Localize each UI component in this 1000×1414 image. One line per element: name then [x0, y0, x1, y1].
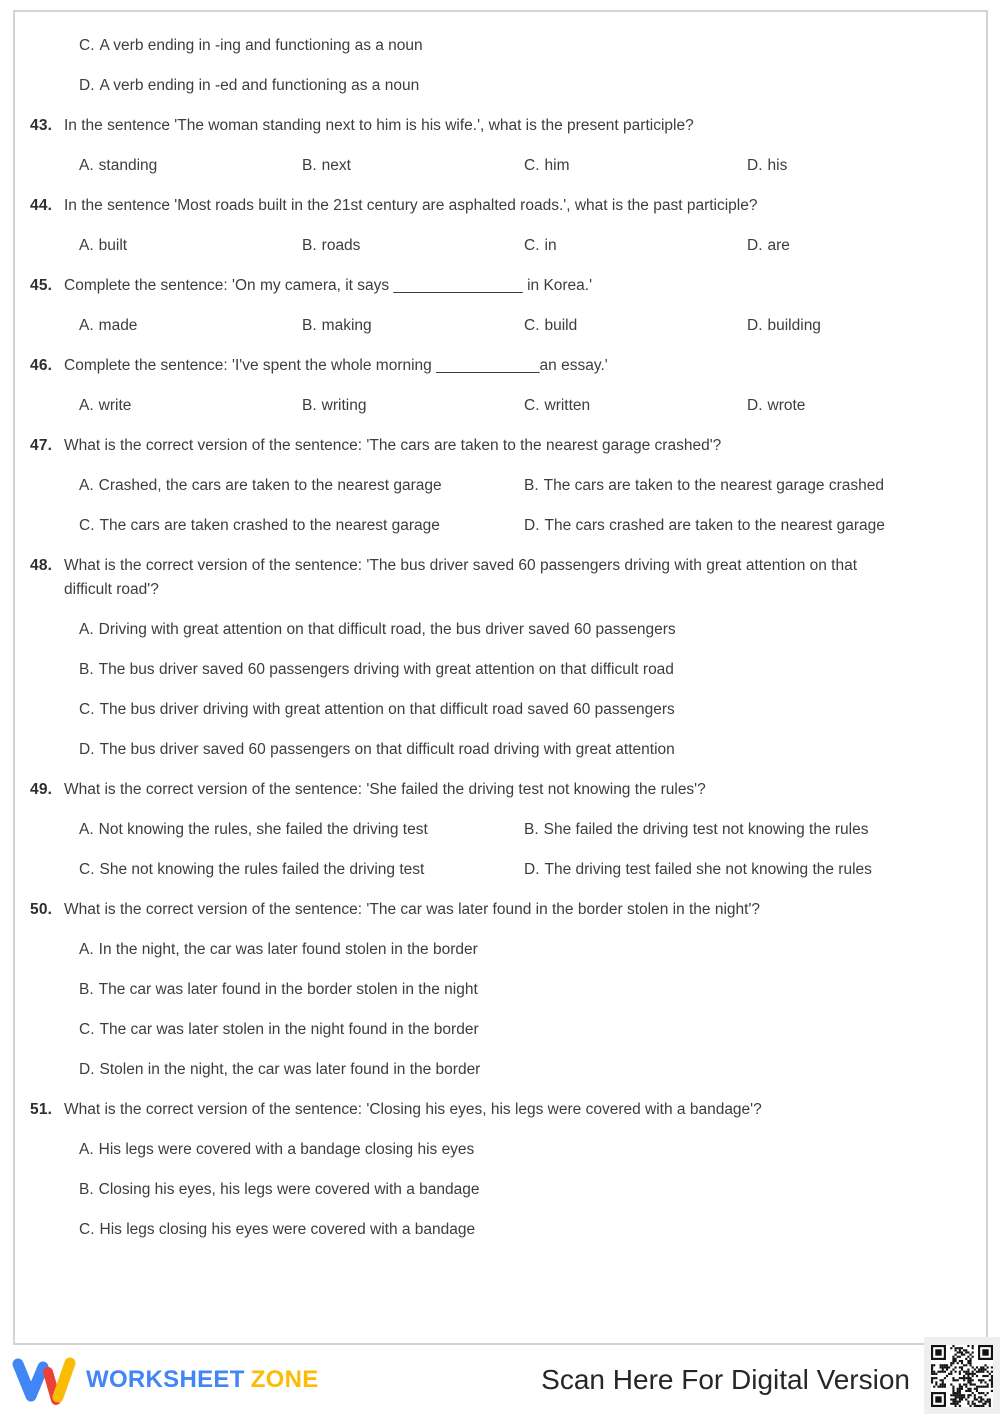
answer-option-a	[79, 818, 524, 842]
option-label: A.	[79, 1141, 94, 1158]
answer-option-row	[79, 1138, 972, 1162]
question-number: 45.	[30, 277, 53, 294]
answer-option-a	[79, 394, 302, 418]
answer-option-d	[747, 234, 972, 258]
option-text: The bus driver saved 60 passengers on that difficult road driving with great attention	[99, 741, 675, 758]
option-text: The bus driver saved 60 passengers driving with great attention on that difficult road	[98, 661, 674, 678]
option-label: C.	[79, 517, 95, 534]
question-text: What is the correct version of the sentence: 'Closing his eyes, his legs were covered with a bandage'?	[64, 1101, 762, 1118]
question-48	[30, 554, 972, 762]
brand-word-worksheet: WORKSHEET	[86, 1365, 245, 1393]
option-label: C.	[524, 397, 540, 414]
option-text: Driving with great attention on that difficult road, the bus driver saved 60 passengers	[98, 621, 676, 638]
option-label: A.	[79, 477, 94, 494]
option-text: in	[544, 237, 557, 254]
brand-word-zone: ZONE	[250, 1365, 319, 1393]
option-text: Closing his eyes, his legs were covered with a bandage	[98, 1181, 480, 1198]
question-text: Complete the sentence: 'I've spent the whole morning ____________an essay.'	[64, 357, 608, 374]
option-label: B.	[79, 981, 94, 998]
answer-option-c	[79, 1218, 972, 1242]
question-45	[30, 274, 972, 338]
question-number: 51.	[30, 1101, 53, 1118]
question-number: 48.	[30, 557, 53, 574]
option-text: The car was later stolen in the night found in the border	[99, 1021, 479, 1038]
option-text: The bus driver driving with great attention on that difficult road saved 60 passengers	[99, 701, 675, 718]
question-43	[30, 114, 972, 178]
answer-option	[79, 74, 972, 98]
answer-option-row	[79, 618, 972, 642]
option-label: D.	[747, 397, 763, 414]
option-label: A.	[79, 157, 94, 174]
option-label: A.	[79, 237, 94, 254]
option-text: building	[767, 317, 821, 334]
answer-option-d	[524, 514, 972, 538]
answer-option-row	[79, 474, 972, 498]
answer-option-b	[79, 978, 972, 1002]
question-row	[30, 354, 972, 378]
answer-option-row	[79, 1178, 972, 1202]
option-label: B.	[524, 477, 539, 494]
question-text: In the sentence 'The woman standing next to him is his wife.', what is the present participle?	[64, 117, 694, 134]
answer-option-d	[524, 858, 972, 882]
answer-option-a	[79, 474, 524, 498]
option-label: A.	[79, 317, 94, 334]
answer-option-row	[79, 314, 972, 338]
option-label: D.	[79, 741, 95, 758]
option-text: standing	[98, 157, 158, 174]
answer-option-row	[79, 818, 972, 842]
answer-option-b	[302, 154, 524, 178]
answer-option-c	[79, 858, 524, 882]
answer-option-d	[747, 154, 972, 178]
option-label: B.	[524, 821, 539, 838]
answer-option-c	[524, 394, 747, 418]
answer-option-c	[79, 514, 524, 538]
option-label: D.	[747, 237, 763, 254]
option-text: Stolen in the night, the car was later found in the border	[99, 1061, 481, 1078]
option-text: The cars crashed are taken to the nearest garage	[544, 517, 885, 534]
option-text: The driving test failed she not knowing the rules	[544, 861, 872, 878]
question-number: 46.	[30, 357, 53, 374]
answer-option-a	[79, 1138, 972, 1162]
answer-option-row	[79, 234, 972, 258]
option-label: C.	[79, 1021, 95, 1038]
question-text: In the sentence 'Most roads built in the 21st century are asphalted roads.', what is the past participle?	[64, 197, 758, 214]
option-text: A verb ending in -ed and functioning as a noun	[99, 77, 420, 94]
worksheetzone-w-icon	[12, 1355, 76, 1405]
answer-option-c	[79, 698, 972, 722]
option-label: B.	[302, 237, 317, 254]
question-number: 49.	[30, 781, 53, 798]
option-text: Crashed, the cars are taken to the nearest garage	[98, 477, 442, 494]
question-row	[30, 778, 972, 802]
option-label: A.	[79, 621, 94, 638]
option-label: D.	[524, 517, 540, 534]
question-row	[30, 434, 972, 458]
answer-option-row	[79, 858, 972, 882]
option-text: making	[321, 317, 372, 334]
question-text: What is the correct version of the sentence: 'She failed the driving test not knowing the rules'?	[64, 781, 706, 798]
answer-option-b	[524, 474, 972, 498]
question-text: What is the correct version of the sentence: 'The cars are taken to the nearest garage crashed'?	[64, 437, 722, 454]
scan-here-label: Scan Here For Digital Version	[541, 1363, 910, 1395]
option-label: B.	[79, 661, 94, 678]
answer-option-c	[79, 1018, 972, 1042]
question-text: What is the correct version of the sentence: 'The bus driver saved 60 passengers driving with great attention on that difficult road'?	[64, 557, 858, 598]
answer-option-a	[79, 154, 302, 178]
answer-option-b	[302, 394, 524, 418]
option-label: C.	[524, 317, 540, 334]
question-row	[30, 898, 972, 922]
option-text: The cars are taken to the nearest garage crashed	[543, 477, 884, 494]
option-label: B.	[302, 397, 317, 414]
option-label: D.	[747, 157, 763, 174]
answer-option-row	[79, 658, 972, 682]
option-text: are	[767, 237, 790, 254]
option-label: A.	[79, 397, 94, 414]
option-label: C.	[524, 237, 540, 254]
answer-option-d	[747, 394, 972, 418]
question-47	[30, 434, 972, 538]
option-text: his	[767, 157, 788, 174]
answer-option-d	[79, 738, 972, 762]
option-label: C.	[79, 701, 95, 718]
answer-option-c	[524, 234, 747, 258]
option-label: C.	[79, 37, 95, 54]
option-label: B.	[79, 1181, 94, 1198]
answer-option-a	[79, 234, 302, 258]
answer-option-a	[79, 938, 972, 962]
question-44	[30, 194, 972, 258]
orphan-options-block	[30, 34, 972, 98]
answer-option-b	[79, 1178, 972, 1202]
page-footer	[0, 1345, 1000, 1414]
option-label: A.	[79, 941, 94, 958]
option-label: C.	[79, 1221, 95, 1238]
answer-option-row	[79, 514, 972, 538]
answer-option-row	[79, 74, 972, 98]
answer-option-row	[79, 394, 972, 418]
question-number: 50.	[30, 901, 53, 918]
answer-option-row	[79, 978, 972, 1002]
option-text: writing	[321, 397, 367, 414]
question-row	[30, 1098, 972, 1122]
answer-option-b	[524, 818, 972, 842]
answer-option-b	[302, 314, 524, 338]
question-50	[30, 898, 972, 1082]
brand-wordmark	[86, 1366, 319, 1394]
option-label: D.	[79, 77, 95, 94]
question-49	[30, 778, 972, 882]
option-text: The car was later found in the border stolen in the night	[98, 981, 478, 998]
option-label: D.	[747, 317, 763, 334]
answer-option-c	[524, 314, 747, 338]
answer-option-row	[79, 1218, 972, 1242]
question-51	[30, 1098, 972, 1242]
answer-option-row	[79, 154, 972, 178]
question-sheet	[13, 10, 988, 1345]
answer-option-row	[79, 698, 972, 722]
answer-option-row	[79, 738, 972, 762]
qr-code	[924, 1337, 1000, 1414]
question-text: Complete the sentence: 'On my camera, it says _______________ in Korea.'	[64, 277, 593, 294]
question-row	[30, 554, 972, 602]
option-label: C.	[524, 157, 540, 174]
option-text: him	[544, 157, 570, 174]
option-text: Not knowing the rules, she failed the driving test	[98, 821, 428, 838]
option-text: write	[98, 397, 132, 414]
answer-option-row	[79, 34, 972, 58]
answer-option-a	[79, 314, 302, 338]
question-row	[30, 274, 972, 298]
question-46	[30, 354, 972, 418]
answer-option-d	[747, 314, 972, 338]
answer-option-a	[79, 618, 972, 642]
option-text: built	[98, 237, 128, 254]
answer-option	[79, 34, 972, 58]
option-text: His legs closing his eyes were covered with a bandage	[99, 1221, 476, 1238]
option-text: roads	[321, 237, 361, 254]
answer-option-row	[79, 1018, 972, 1042]
option-text: His legs were covered with a bandage closing his eyes	[98, 1141, 475, 1158]
answer-option-b	[79, 658, 972, 682]
option-text: made	[98, 317, 138, 334]
question-row	[30, 194, 972, 218]
question-number: 44.	[30, 197, 53, 214]
option-text: next	[321, 157, 351, 174]
answer-option-d	[79, 1058, 972, 1082]
option-label: B.	[302, 317, 317, 334]
answer-option-b	[302, 234, 524, 258]
answer-option-row	[79, 938, 972, 962]
option-label: B.	[302, 157, 317, 174]
option-label: D.	[79, 1061, 95, 1078]
question-number: 43.	[30, 117, 53, 134]
option-label: C.	[79, 861, 95, 878]
worksheetzone-logo	[12, 1355, 319, 1405]
option-label: D.	[524, 861, 540, 878]
option-text: written	[544, 397, 591, 414]
option-text: In the night, the car was later found stolen in the border	[98, 941, 478, 958]
option-text: wrote	[767, 397, 806, 414]
question-row	[30, 114, 972, 138]
option-text: She failed the driving test not knowing the rules	[543, 821, 869, 838]
option-text: The cars are taken crashed to the nearest garage	[99, 517, 440, 534]
option-text: build	[544, 317, 578, 334]
option-text: A verb ending in -ing and functioning as a noun	[99, 37, 423, 54]
answer-option-c	[524, 154, 747, 178]
question-number: 47.	[30, 437, 53, 454]
option-label: A.	[79, 821, 94, 838]
answer-option-row	[79, 1058, 972, 1082]
question-text: What is the correct version of the sentence: 'The car was later found in the border stolen in the night'?	[64, 901, 761, 918]
option-text: She not knowing the rules failed the driving test	[99, 861, 425, 878]
